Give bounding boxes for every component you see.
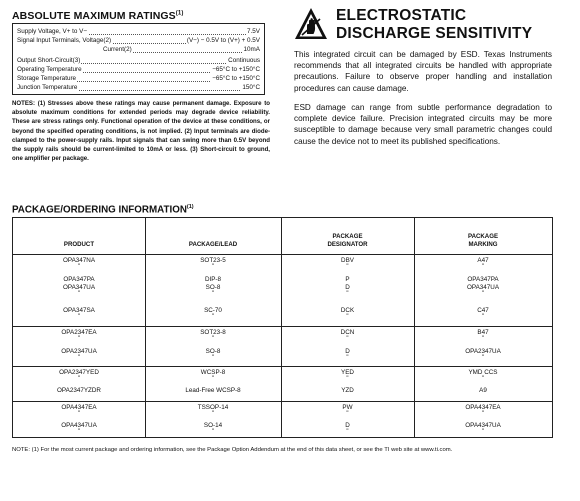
ordering-title bbox=[12, 204, 194, 215]
ditto-mark: " bbox=[346, 376, 349, 382]
ditto-mark: " bbox=[211, 411, 215, 417]
row-divider bbox=[13, 366, 552, 367]
cell-designator: PW bbox=[342, 404, 353, 411]
ditto-mark: " bbox=[346, 336, 349, 342]
esd-warning-icon bbox=[294, 7, 328, 41]
ordering-table bbox=[12, 217, 553, 438]
cell-package: DIP-8 bbox=[204, 276, 222, 283]
ditto-mark: " bbox=[346, 411, 349, 417]
cell-marking: OPA4347UA bbox=[465, 422, 501, 429]
cell-marking: A47 bbox=[477, 257, 489, 264]
esd-title-line2: DISCHARGE SENSITIVITY bbox=[336, 25, 533, 42]
ditto-mark: " bbox=[481, 411, 485, 417]
cell-package: Lead-Free WCSP-8 bbox=[185, 387, 241, 394]
amr-value: (V−) − 0.5V to (V+) + 0.5V bbox=[186, 37, 260, 44]
amr-value: Continuous bbox=[228, 57, 260, 64]
cell-marking: C47 bbox=[477, 307, 489, 314]
ditto-mark: " bbox=[77, 429, 81, 435]
esd-paragraph-1: This integrated circuit can be damaged by ESD. Texas Instruments recommends that all integrated circuits be handled with appropriate precautions. Failure to observe proper handling and installation procedures can cause damage. bbox=[294, 50, 552, 93]
ditto-mark: " bbox=[481, 264, 485, 270]
ditto-mark: " bbox=[481, 355, 485, 361]
amr-value: 150°C bbox=[242, 84, 260, 91]
ditto-mark: " bbox=[211, 355, 215, 361]
cell-product: OPA2347UA bbox=[61, 348, 97, 355]
amr-value: −65°C to +150°C bbox=[212, 66, 260, 73]
cell-marking: OPA2347UA bbox=[465, 348, 501, 355]
cell-package: SOT23-8 bbox=[200, 329, 226, 336]
header-designator bbox=[281, 233, 414, 249]
cell-package: SO-8 bbox=[205, 284, 221, 291]
amr-title bbox=[12, 10, 183, 22]
cell-designator: D bbox=[345, 284, 350, 291]
amr-row-input-current bbox=[17, 45, 260, 54]
cell-package: SO-14 bbox=[203, 422, 223, 429]
cell-marking: OPA347UA bbox=[466, 284, 500, 291]
cell-designator: DBV bbox=[341, 257, 354, 264]
ditto-mark: " bbox=[211, 376, 215, 382]
cell-designator: DCN bbox=[340, 329, 355, 336]
cell-designator: YED bbox=[341, 369, 354, 376]
ditto-mark: " bbox=[211, 291, 215, 297]
amr-notes: NOTES: (1) Stresses above these ratings may cause permanent damage. Exposure to absolute maximum conditions for extended periods may degrade device reliability. These are stress ratings only. Functional operation of the device at these conditions, or beyond the specified operating conditions, is not implied. (2) Input terminals are diode-clamped to the power-supply rails. Input signals that can swing more than 0.5V beyond the supply rails should be current-limited to 10mA or less. (3) Short-circuit to ground, one amplifier per package. bbox=[12, 100, 270, 163]
cell-designator: P bbox=[345, 276, 350, 283]
ditto-mark: " bbox=[77, 264, 81, 270]
amr-title-sup: (1) bbox=[175, 10, 184, 17]
cell-product: OPA347SA bbox=[63, 307, 95, 314]
header-product: PRODUCT bbox=[63, 241, 95, 248]
cell-designator: YZD bbox=[341, 387, 354, 394]
header-marking-line2: MARKING bbox=[468, 241, 498, 248]
ditto-mark: " bbox=[346, 355, 349, 361]
amr-value: 10mA bbox=[243, 46, 260, 53]
ditto-mark: " bbox=[211, 336, 215, 342]
header-designator-line1: PACKAGE bbox=[332, 233, 363, 240]
amr-row-input-voltage bbox=[17, 36, 260, 45]
cell-marking: OPA4347EA bbox=[465, 404, 501, 411]
amr-row-short-circuit bbox=[17, 56, 260, 65]
cell-product: OPA347PA bbox=[63, 276, 95, 283]
cell-product: OPA2347YZDR bbox=[57, 387, 101, 394]
cell-designator: D bbox=[345, 348, 350, 355]
ditto-mark: " bbox=[481, 376, 485, 382]
ditto-mark: " bbox=[77, 291, 81, 297]
ditto-mark: " bbox=[77, 314, 81, 320]
header-designator-line2: DESIGNATOR bbox=[327, 241, 368, 248]
amr-label: Supply Voltage, V+ to V− bbox=[17, 28, 88, 35]
cell-marking: A9 bbox=[479, 387, 487, 394]
cell-product: OPA347NA bbox=[62, 257, 96, 264]
amr-value: −65°C to +150°C bbox=[212, 75, 260, 82]
esd-title-line1: ELECTROSTATIC bbox=[336, 7, 467, 24]
amr-ratings-box bbox=[12, 23, 265, 95]
cell-marking: OPA347PA bbox=[467, 276, 499, 283]
cell-package: SC-70 bbox=[204, 307, 222, 314]
amr-label: Current(2) bbox=[103, 46, 132, 53]
cell-designator: D bbox=[345, 422, 350, 429]
ditto-mark: " bbox=[77, 376, 81, 382]
cell-designator: DCK bbox=[340, 307, 355, 314]
row-divider bbox=[13, 401, 552, 402]
ditto-mark: " bbox=[346, 291, 349, 297]
cell-package: TSSOP-14 bbox=[197, 404, 229, 411]
amr-row-junction-temp bbox=[17, 83, 260, 92]
cell-package: WCSP-8 bbox=[200, 369, 226, 376]
ditto-mark: " bbox=[77, 355, 81, 361]
row-divider bbox=[13, 326, 552, 327]
amr-row-operating-temp bbox=[17, 65, 260, 74]
amr-row-supply bbox=[17, 27, 260, 36]
ditto-mark: " bbox=[346, 264, 349, 270]
cell-product: OPA2347EA bbox=[61, 329, 97, 336]
esd-title bbox=[336, 7, 532, 43]
ditto-mark: " bbox=[346, 314, 349, 320]
cell-product: OPA2347YED bbox=[59, 369, 99, 376]
cell-product: OPA4347EA bbox=[61, 404, 97, 411]
cell-marking: YMD CCS bbox=[468, 369, 498, 376]
ditto-mark: " bbox=[481, 291, 485, 297]
ditto-mark: " bbox=[481, 314, 485, 320]
ditto-mark: " bbox=[346, 429, 349, 435]
cell-product: OPA4347UA bbox=[61, 422, 97, 429]
ordering-note: NOTE: (1) For the most current package and ordering information, see the Package Option Addendum at the end of this data sheet, or see the TI web site at www.ti.com. bbox=[12, 447, 453, 453]
ditto-mark: " bbox=[481, 336, 485, 342]
ditto-mark: " bbox=[77, 411, 81, 417]
ditto-mark: " bbox=[211, 264, 215, 270]
row-divider bbox=[13, 254, 552, 255]
amr-label: Operating Temperature bbox=[17, 66, 82, 73]
amr-label: Junction Temperature bbox=[17, 84, 78, 91]
amr-value: 7.5V bbox=[247, 28, 260, 35]
amr-row-storage-temp bbox=[17, 74, 260, 83]
header-marking bbox=[414, 233, 552, 249]
ditto-mark: " bbox=[77, 336, 81, 342]
cell-marking: B47 bbox=[477, 329, 489, 336]
cell-product: OPA347UA bbox=[62, 284, 96, 291]
amr-label: Output Short-Circuit(3) bbox=[17, 57, 81, 64]
amr-label: Storage Temperature bbox=[17, 75, 77, 82]
header-marking-line1: PACKAGE bbox=[467, 233, 499, 240]
ordering-title-sup: (1) bbox=[186, 204, 194, 210]
ditto-mark: " bbox=[211, 314, 215, 320]
ditto-mark: " bbox=[211, 429, 215, 435]
esd-paragraph-2: ESD damage can range from subtle performance degradation to complete device failure. Precision integrated circuits may be more susceptible to damage because very small parametric changes could cause the device not to meet its published specifications. bbox=[294, 103, 552, 146]
amr-label: Signal Input Terminals, Voltage(2) bbox=[17, 37, 112, 44]
amr-title-text: ABSOLUTE MAXIMUM RATINGS bbox=[12, 10, 176, 22]
ditto-mark: " bbox=[481, 429, 485, 435]
ordering-title-text: PACKAGE/ORDERING INFORMATION bbox=[12, 204, 187, 216]
cell-package: SO-8 bbox=[205, 348, 221, 355]
header-package-lead: PACKAGE/LEAD bbox=[188, 241, 238, 248]
cell-package: SOT23-5 bbox=[200, 257, 226, 264]
